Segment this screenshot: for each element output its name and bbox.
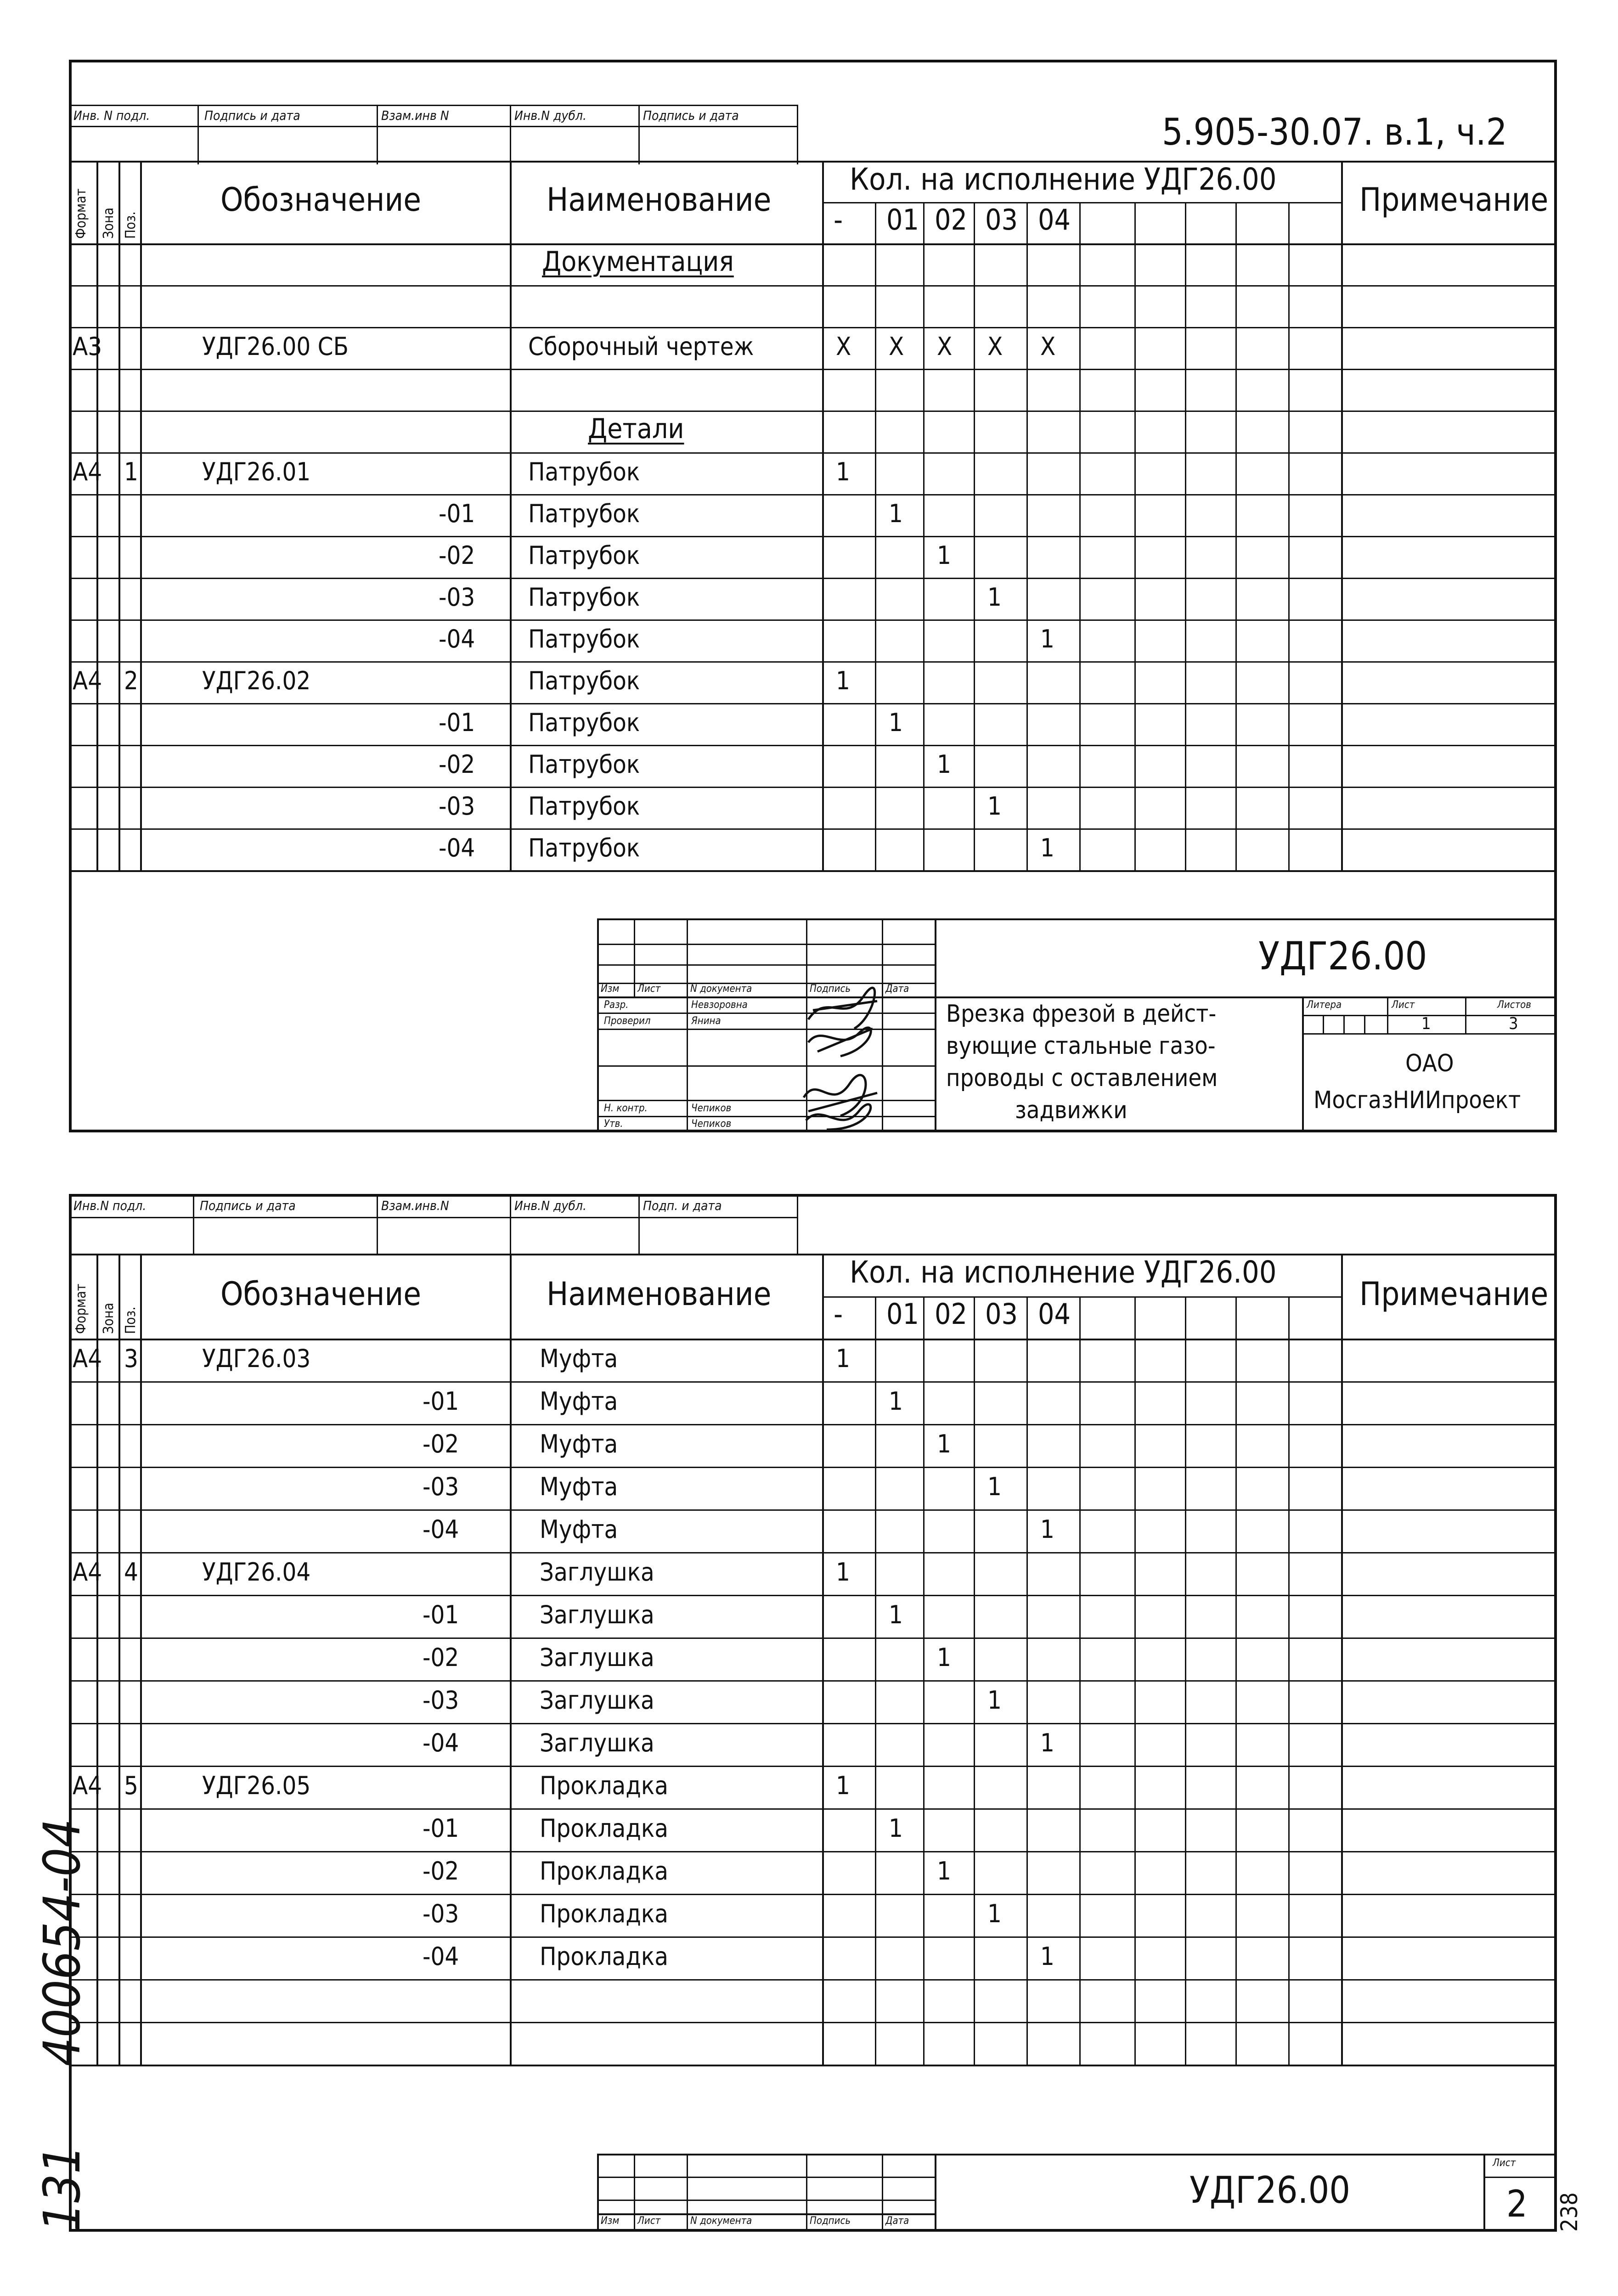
cell-name: Прокладка	[540, 1941, 668, 1971]
header-qty-col: -	[834, 203, 843, 236]
row-line	[69, 327, 1557, 328]
cell-designation: УДГ26.01	[202, 457, 311, 486]
cell-name: Патрубок	[528, 499, 640, 528]
table-border	[69, 870, 1557, 872]
cell-qty: 1	[987, 582, 1002, 612]
stamp-label: Подп. и дата	[643, 1198, 722, 1213]
cell-name: Патрубок	[528, 666, 640, 695]
row-line	[69, 1723, 1557, 1724]
cell-pos: 2	[124, 666, 138, 695]
row-line	[69, 1552, 1557, 1553]
tb-col-label: N документа	[690, 2215, 752, 2227]
header-pos: Поз.	[123, 1306, 139, 1334]
cell-pos: 3	[124, 1344, 138, 1373]
cell-name: Муфта	[540, 1472, 618, 1501]
tb-role: Утв.	[604, 1118, 623, 1130]
header-note: Примечание	[1359, 1275, 1549, 1313]
header-qty-col: -	[834, 1297, 843, 1331]
header-qty-col: 01	[886, 1297, 919, 1331]
row-line	[69, 452, 1557, 454]
row-line	[69, 1936, 1557, 1938]
cell-qty: 1	[937, 1643, 951, 1672]
cell-qty: 1	[937, 1856, 951, 1885]
row-line	[69, 1638, 1557, 1639]
stamp-label: Подпись и дата	[200, 1198, 296, 1213]
cell-designation: -03	[439, 582, 475, 612]
cell-designation: -04	[439, 624, 475, 653]
cell-designation: -01	[423, 1600, 459, 1629]
header-format: Формат	[73, 188, 89, 239]
cell-name: Муфта	[540, 1386, 618, 1416]
stamp-label: Инв.N подл.	[73, 1198, 147, 1213]
cell-name: Заглушка	[540, 1600, 654, 1629]
cell-pos: 5	[124, 1771, 138, 1800]
cell-qty: 1	[836, 457, 850, 486]
row-line	[69, 787, 1557, 788]
row-line	[69, 578, 1557, 579]
tb-name: Чепиков	[691, 1103, 732, 1114]
header-name: Наименование	[547, 181, 772, 219]
header-qty-title: Кол. на исполнение УДГ26.00	[850, 1255, 1277, 1290]
stamp-label: Подпись и дата	[204, 108, 300, 123]
tb-role: Н. контр.	[604, 1103, 648, 1114]
cell-designation: УДГ26.00 СБ	[202, 332, 349, 361]
row-line	[69, 619, 1557, 621]
stamp-label: Инв. N подл.	[73, 108, 150, 123]
cell-qty: 1	[889, 1813, 903, 1843]
tb-col-label: Дата	[885, 2215, 909, 2227]
row-line	[69, 1808, 1557, 1810]
tb-col-label: N документа	[690, 983, 752, 995]
row-line	[69, 1509, 1557, 1511]
cell-designation: -04	[423, 1941, 459, 1971]
table-border	[69, 1339, 1557, 1340]
sheet-label: Лист	[1493, 2157, 1516, 2169]
header-qty-col: 01	[886, 203, 919, 236]
header-pos: Поз.	[123, 211, 139, 239]
cell-qty: 1	[987, 1685, 1002, 1715]
cell-format: А4	[73, 1344, 102, 1373]
row-line	[69, 828, 1557, 830]
tb-name: Янина	[691, 1015, 721, 1027]
org-line: ОАО	[1405, 1050, 1454, 1077]
stamp-label: Взам.инв.N	[381, 1198, 449, 1213]
cell-qty: 1	[836, 1344, 850, 1373]
row-line	[69, 2022, 1557, 2023]
cell-qty: 1	[1040, 624, 1054, 653]
cell-designation: -02	[423, 1643, 459, 1672]
cell-pos: 1	[124, 457, 138, 486]
row-line	[69, 1595, 1557, 1596]
archive-number: 400654-04	[33, 1818, 91, 2066]
cell-name: Патрубок	[528, 791, 640, 821]
cell-designation: -01	[439, 708, 475, 737]
cell-designation: -01	[423, 1386, 459, 1416]
cell-name: Заглушка	[540, 1643, 654, 1672]
cell-designation: -04	[423, 1514, 459, 1544]
cell-designation: -03	[423, 1472, 459, 1501]
title-desc-line: проводы с оставлением	[946, 1064, 1218, 1092]
title-block-code: УДГ26.00	[1190, 2169, 1350, 2212]
side-sheet-number: 238	[1556, 2192, 1583, 2232]
litera-label: Литера	[1307, 999, 1342, 1011]
column-line	[510, 161, 512, 870]
cell-qty: X	[889, 332, 904, 361]
cell-format: А4	[73, 1557, 102, 1587]
cell-qty: 1	[889, 499, 903, 528]
title-desc-line: вующие стальные газо-	[946, 1032, 1216, 1060]
cell-name: Патрубок	[528, 708, 640, 737]
column-line	[140, 161, 142, 870]
row-line	[69, 369, 1557, 370]
header-zone: Зона	[101, 1303, 117, 1334]
row-line	[69, 1467, 1557, 1468]
cell-name: Патрубок	[528, 457, 640, 486]
table-border	[69, 243, 1557, 245]
tb-col-label: Лист	[637, 983, 661, 995]
cell-format: А3	[73, 332, 102, 361]
sheet-label: Лист	[1392, 999, 1415, 1011]
cell-qty: 1	[1040, 833, 1054, 862]
cell-name: Прокладка	[540, 1771, 668, 1800]
stamp-label: Инв.N дубл.	[514, 108, 586, 123]
tb-col-label: Лист	[637, 2215, 661, 2227]
cell-designation: -02	[439, 540, 475, 570]
cell-designation: -03	[423, 1685, 459, 1715]
stamp-label: Взам.инв N	[381, 108, 449, 123]
section-heading: Детали	[588, 412, 684, 445]
row-line	[69, 745, 1557, 746]
row-line	[69, 1381, 1557, 1383]
tb-role: Проверил	[604, 1015, 651, 1027]
column-line	[118, 1254, 120, 2065]
sheet-value: 1	[1421, 1014, 1431, 1033]
column-line	[1341, 161, 1343, 870]
table-border	[69, 161, 1557, 163]
cell-format: А4	[73, 1771, 102, 1800]
cell-name: Заглушка	[540, 1728, 654, 1757]
cell-qty: 1	[987, 1899, 1002, 1928]
cell-qty: 1	[937, 749, 951, 779]
cell-name: Сборочный чертеж	[528, 332, 754, 361]
archive-page: 131	[33, 2145, 91, 2232]
cell-pos: 4	[124, 1557, 138, 1587]
cell-designation: УДГ26.04	[202, 1557, 311, 1587]
cell-qty: 1	[937, 1429, 951, 1458]
cell-qty: X	[937, 332, 953, 361]
row-line	[69, 1894, 1557, 1895]
cell-qty: 1	[1040, 1514, 1054, 1544]
cell-name: Прокладка	[540, 1813, 668, 1843]
cell-name: Патрубок	[528, 624, 640, 653]
cell-designation: УДГ26.05	[202, 1771, 311, 1800]
header-designation: Обозначение	[220, 1275, 422, 1313]
row-line	[69, 661, 1557, 663]
row-line	[69, 411, 1557, 412]
cell-designation: УДГ26.02	[202, 666, 311, 695]
sheets-value: 3	[1509, 1014, 1518, 1033]
cell-qty: 1	[836, 1557, 850, 1587]
cell-designation: -02	[439, 749, 475, 779]
cell-qty: 1	[889, 1386, 903, 1416]
cell-designation: -04	[439, 833, 475, 862]
cell-name: Муфта	[540, 1344, 618, 1373]
cell-qty: 1	[836, 1771, 850, 1800]
cell-designation: -03	[423, 1899, 459, 1928]
stamp-label: Подпись и дата	[643, 108, 739, 123]
signature-icon	[799, 983, 886, 1134]
header-note: Примечание	[1359, 181, 1549, 219]
cell-qty: 1	[987, 791, 1002, 821]
column-line	[822, 161, 824, 870]
tb-col-label: Подпись	[810, 2215, 851, 2227]
column-line	[96, 1254, 98, 2065]
cell-name: Патрубок	[528, 833, 640, 862]
column-line	[96, 161, 98, 870]
table-border	[69, 2065, 1557, 2066]
row-line	[69, 494, 1557, 495]
header-name: Наименование	[547, 1275, 772, 1313]
sheet-value: 2	[1506, 2183, 1528, 2225]
row-line	[69, 536, 1557, 537]
cell-format: А4	[73, 666, 102, 695]
cell-name: Патрубок	[528, 540, 640, 570]
tb-col-label: Изм	[601, 2215, 620, 2227]
cell-name: Патрубок	[528, 582, 640, 612]
sheets-label: Листов	[1497, 999, 1531, 1011]
row-line	[69, 1979, 1557, 1981]
header-qty-col: 04	[1038, 1297, 1071, 1331]
cell-designation: -02	[423, 1429, 459, 1458]
row-line	[69, 1424, 1557, 1425]
cell-qty: 1	[889, 708, 903, 737]
title-desc-line: Врезка фрезой в дейст-	[946, 1000, 1217, 1028]
cell-qty: X	[836, 332, 851, 361]
cell-name: Прокладка	[540, 1856, 668, 1885]
cell-designation: -02	[423, 1856, 459, 1885]
cell-designation: -01	[439, 499, 475, 528]
cell-designation: -03	[439, 791, 475, 821]
row-line	[69, 1851, 1557, 1852]
cell-qty: X	[987, 332, 1003, 361]
row-line	[69, 703, 1557, 704]
cell-qty: 1	[987, 1472, 1002, 1501]
tb-col-label: Дата	[885, 983, 909, 995]
header-qty-col: 02	[935, 1297, 967, 1331]
cell-name: Муфта	[540, 1514, 618, 1544]
cell-name: Заглушка	[540, 1685, 654, 1715]
title-block-code: УДГ26.00	[1258, 934, 1427, 979]
tb-name: Чепиков	[691, 1118, 732, 1130]
column-line	[510, 1254, 512, 2065]
row-line	[69, 1766, 1557, 1767]
cell-name: Прокладка	[540, 1899, 668, 1928]
column-line	[822, 1254, 824, 2065]
header-qty-col: 03	[985, 1297, 1018, 1331]
cell-name: Заглушка	[540, 1557, 654, 1587]
header-qty-title: Кол. на исполнение УДГ26.00	[850, 162, 1277, 197]
header-format: Формат	[73, 1283, 89, 1334]
title-desc-line: задвижки	[1015, 1097, 1128, 1124]
tb-role: Разр.	[604, 999, 629, 1011]
cell-designation: УДГ26.03	[202, 1344, 311, 1373]
cell-qty: 1	[889, 1600, 903, 1629]
row-line	[69, 1680, 1557, 1682]
cell-designation: -04	[423, 1728, 459, 1757]
header-qty-col: 04	[1038, 203, 1071, 236]
cell-qty: 1	[1040, 1941, 1054, 1971]
cell-name: Муфта	[540, 1429, 618, 1458]
document-code: 5.905-30.07. в.1, ч.2	[1162, 111, 1507, 153]
cell-qty: 1	[836, 666, 850, 695]
stamp-label: Инв.N дубл.	[514, 1198, 586, 1213]
tb-col-label: Подпись	[810, 983, 851, 995]
section-heading: Документация	[542, 245, 734, 278]
row-line	[69, 285, 1557, 287]
column-line	[1341, 1254, 1343, 2065]
header-designation: Обозначение	[220, 181, 422, 219]
cell-qty: 1	[937, 540, 951, 570]
tb-col-label: Изм	[601, 983, 620, 995]
header-qty-col: 03	[985, 203, 1018, 236]
header-zone: Зона	[101, 208, 117, 239]
cell-format: А4	[73, 457, 102, 486]
cell-qty: 1	[1040, 1728, 1054, 1757]
tb-name: Невзоровна	[691, 999, 748, 1011]
cell-designation: -01	[423, 1813, 459, 1843]
column-line	[140, 1254, 142, 2065]
header-qty-col: 02	[935, 203, 967, 236]
cell-qty: X	[1040, 332, 1056, 361]
org-line: МосгазНИИпроект	[1314, 1086, 1521, 1114]
cell-name: Патрубок	[528, 749, 640, 779]
column-line	[118, 161, 120, 870]
table-border	[69, 1254, 1557, 1255]
